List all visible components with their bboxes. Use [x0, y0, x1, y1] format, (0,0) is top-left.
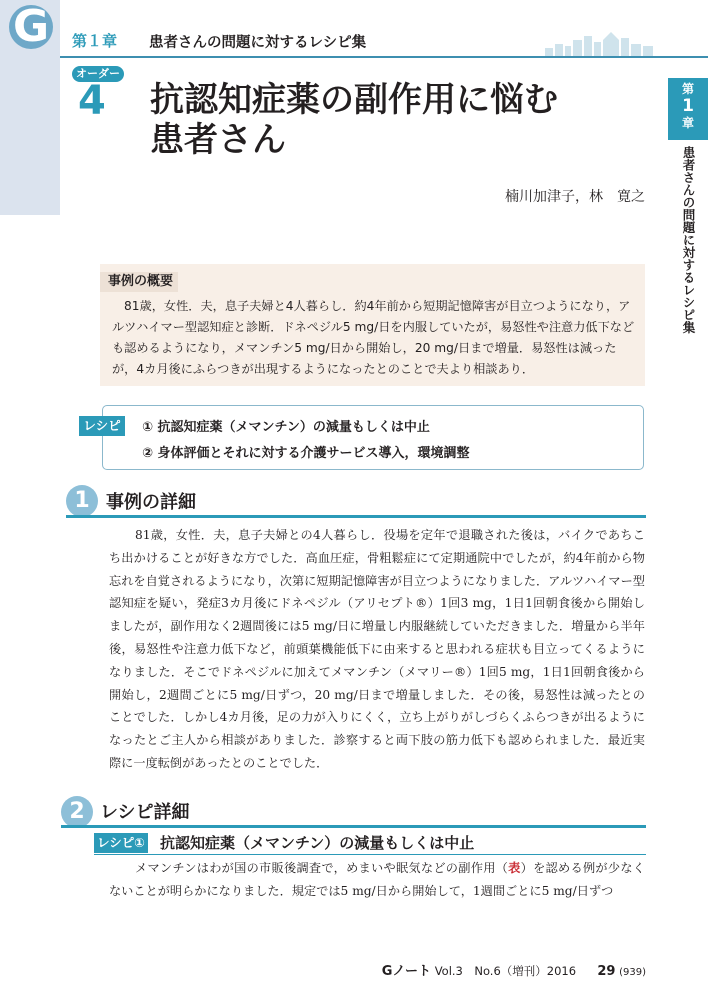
section-2-number: 2 [61, 796, 93, 828]
article-title-line2: 患者さん [150, 120, 286, 160]
side-tab-chapter-word: 第 [681, 82, 694, 96]
section-1-title: 事例の詳細 [106, 492, 196, 513]
page-footer [0, 960, 646, 979]
chapter-side-tab [668, 78, 708, 140]
recipe-label: レシピ [79, 416, 125, 436]
order-label-badge: オーダー [72, 66, 124, 82]
article-title-line1: 抗認知症薬の副作用に悩む [150, 80, 558, 120]
recipe-item-1: ① 抗認知症薬（メマンチン）の減量もしくは中止 [142, 420, 430, 435]
section-2-body [109, 857, 645, 903]
section-1-body: 81歳，女性．夫，息子夫婦との4人暮らし．役場を定年で退職された後は，バイクであちこち出かけることが好きな方でした．高血圧症，骨粗鬆症にて定期通院中でしたが，約4年前から物忘れを自覚されるようになり，次第に短期記憶障害が目立つようになりました．アルツハイマー型認知症を疑い，発症3カ月後にドネペジル（アリセプト®）1回3 mg，1日1回朝食後から開始しましたが，副作用なく2週間後には5 mg/日に増量し内服継続していただきました．増量から半年後，易怒性や注意力低下など，前頭葉機能低下に由来すると思われる症状も目立ってくるようになりました．そこでドネペジルに加えてメマンチン（メマリー®）1回5 mg，1日1回朝食後から開始し，2週間ごとに5 mg/日ずつ，20 mg/日まで増量しました．その後，易怒性は減ったとのことでした．しかし4カ月後，足の力が入りにくく，立ち上がりがしづらくふらつきが出るようになったとご主人から相談がありました．診察すると両下肢の筋力低下も認められました．最近実際に一度転倒があったとのことでした． [109, 528, 645, 770]
article-title [150, 80, 630, 160]
header-rule [60, 56, 708, 58]
side-tab-chapter-number: 1 [682, 96, 694, 116]
section-1-number: 1 [66, 485, 98, 517]
table-reference-link[interactable]: 表 [508, 861, 521, 875]
recipe-1-label: レシピ① [94, 833, 148, 853]
case-summary-label: 事例の概要 [100, 272, 178, 292]
side-vertical-title: 患者さんの問題に対するレシピ集 [681, 146, 696, 334]
section-2-rule [61, 825, 646, 828]
chapter-label: 第１章 [72, 32, 118, 50]
chapter-subtitle: 患者さんの問題に対するレシピ集 [149, 35, 367, 51]
recipe-item-2: ② 身体評価とそれに対する介護サービス導入，環境調整 [142, 446, 470, 461]
authors: 楠川加津子，林 寛之 [505, 189, 645, 205]
footer-page-total: (939) [619, 967, 646, 978]
section-2-body-after: ）を認める例が少なくないことが明らかになりました．規定では5 mg/日から開始して，1週間ごとに5 mg/日ずつ [109, 861, 645, 898]
g-logo-letter: G [12, 1, 50, 52]
city-skyline-icon [545, 26, 655, 56]
side-tab-chapter-suffix: 章 [681, 116, 694, 130]
case-summary-text: 81歳，女性．夫，息子夫婦と4人暮らし．約4年前から短期記憶障害が目立つようになり，アルツハイマー型認知症と診断．ドネペジル5 mg/日を内服していたが，易怒性や注意力低下なども認めるようになり，メマンチン5 mg/日から開始し，20 mg/日まで増量．易怒性は減ったが，4カ月後にふらつきが出現するようになったとのことで夫より相談あり． [112, 299, 635, 376]
footer-magazine: Gノート [381, 964, 432, 979]
footer-page-number: 29 [597, 964, 616, 979]
section-2-title: レシピ詳細 [100, 802, 190, 823]
order-number: 4 [78, 78, 106, 124]
section-2-body-before: メマンチンはわが国の市販後調査で，めまいや眠気などの副作用（ [135, 861, 509, 875]
recipe-1-title: 抗認知症薬（メマンチン）の減量もしくは中止 [160, 834, 475, 852]
footer-issue: Vol.3 No.6（増刊）2016 [434, 964, 577, 978]
recipe-1-rule [94, 854, 646, 855]
section-1-rule [66, 515, 646, 518]
